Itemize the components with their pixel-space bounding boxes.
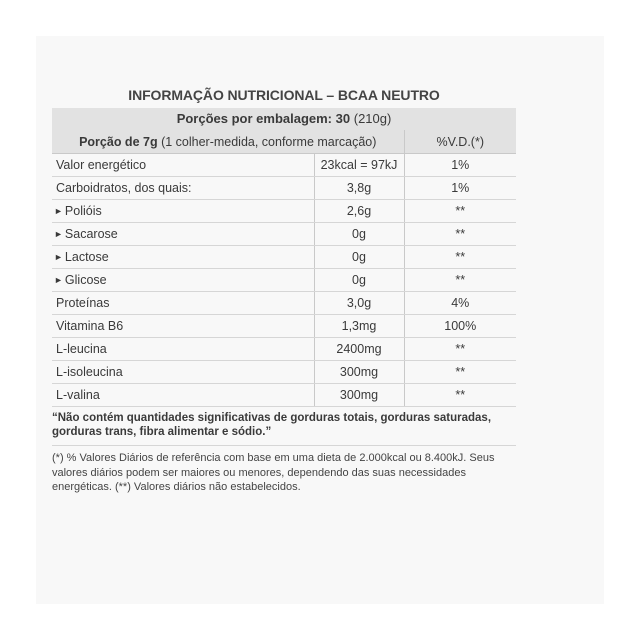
nutrient-value: 2,6g <box>314 200 404 223</box>
nutrient-value: 300mg <box>314 361 404 384</box>
nutrient-vd: ** <box>404 338 516 361</box>
table-row <box>52 269 516 292</box>
table-row <box>52 292 516 315</box>
nutrient-vd: ** <box>404 384 516 407</box>
nutrient-vd: ** <box>404 223 516 246</box>
nutrient-name: Carboidratos, dos quais: <box>52 177 314 200</box>
servings-per-package <box>52 108 516 130</box>
nutrient-vd: ** <box>404 361 516 384</box>
table-row <box>52 246 516 269</box>
nutrient-name: ► Sacarose <box>52 223 314 246</box>
nutrient-name: Proteínas <box>52 292 314 315</box>
nutrient-value: 1,3mg <box>314 315 404 338</box>
table-row <box>52 338 516 361</box>
nutrient-name: ► Glicose <box>52 269 314 292</box>
servings-count: 30 <box>335 111 351 126</box>
page-title: INFORMAÇÃO NUTRICIONAL – BCAA NEUTRO <box>128 87 440 103</box>
nutrition-facts-label <box>52 84 516 495</box>
nutrient-vd: ** <box>404 246 516 269</box>
nutrient-value: 0g <box>314 269 404 292</box>
nutrient-value: 3,0g <box>314 292 404 315</box>
nutrient-vd: 1% <box>404 177 516 200</box>
nutrient-vd: 100% <box>404 315 516 338</box>
table-row <box>52 315 516 338</box>
nutrient-name: ► Polióis <box>52 200 314 223</box>
triangle-right-icon: ► <box>54 206 63 216</box>
nutrient-value: 3,8g <box>314 177 404 200</box>
nutrient-vd: 4% <box>404 292 516 315</box>
nutrient-value: 2400mg <box>314 338 404 361</box>
table-row <box>52 200 516 223</box>
vd-header: %V.D.(*) <box>404 130 516 154</box>
servings-label: Porções por embalagem: <box>176 111 333 126</box>
nutrient-name: ► Lactose <box>52 246 314 269</box>
portion-size: Porção de 7g <box>79 134 158 149</box>
triangle-right-icon: ► <box>54 252 63 262</box>
nutrient-vd: 1% <box>404 154 516 177</box>
table-header-row <box>52 130 516 154</box>
nutrient-value: 23kcal = 97kJ <box>314 154 404 177</box>
nutrient-name: L-valina <box>52 384 314 407</box>
nutrition-note: “Não contém quantidades significativas de gorduras totais, gorduras saturadas, gorduras trans, fibra alimentar e sódio.” <box>52 407 516 446</box>
nutrient-name: Vitamina B6 <box>52 315 314 338</box>
table-row <box>52 361 516 384</box>
servings-weight: (210g) <box>353 111 392 126</box>
portion-header <box>52 130 404 154</box>
triangle-right-icon: ► <box>54 275 63 285</box>
table-row <box>52 384 516 407</box>
nutrient-vd: ** <box>404 269 516 292</box>
nutrient-name: Valor energético <box>52 154 314 177</box>
nutrient-name: L-isoleucina <box>52 361 314 384</box>
nutrient-vd: ** <box>404 200 516 223</box>
footnote: (*) % Valores Diários de referência com base em uma dieta de 2.000kcal ou 8.400kJ. Seus valores diários podem ser maiores ou menores, dependendo das suas necessidades energéticas. (**) Valores diários não estabelecidos. <box>52 452 495 493</box>
table-row <box>52 177 516 200</box>
nutrient-value: 300mg <box>314 384 404 407</box>
triangle-right-icon: ► <box>54 229 63 239</box>
nutrient-value: 0g <box>314 246 404 269</box>
nutrient-name: L-leucina <box>52 338 314 361</box>
nutrition-table <box>52 130 516 407</box>
portion-description: (1 colher-medida, conforme marcação) <box>161 134 377 149</box>
table-row <box>52 223 516 246</box>
table-row <box>52 154 516 177</box>
nutrient-value: 0g <box>314 223 404 246</box>
